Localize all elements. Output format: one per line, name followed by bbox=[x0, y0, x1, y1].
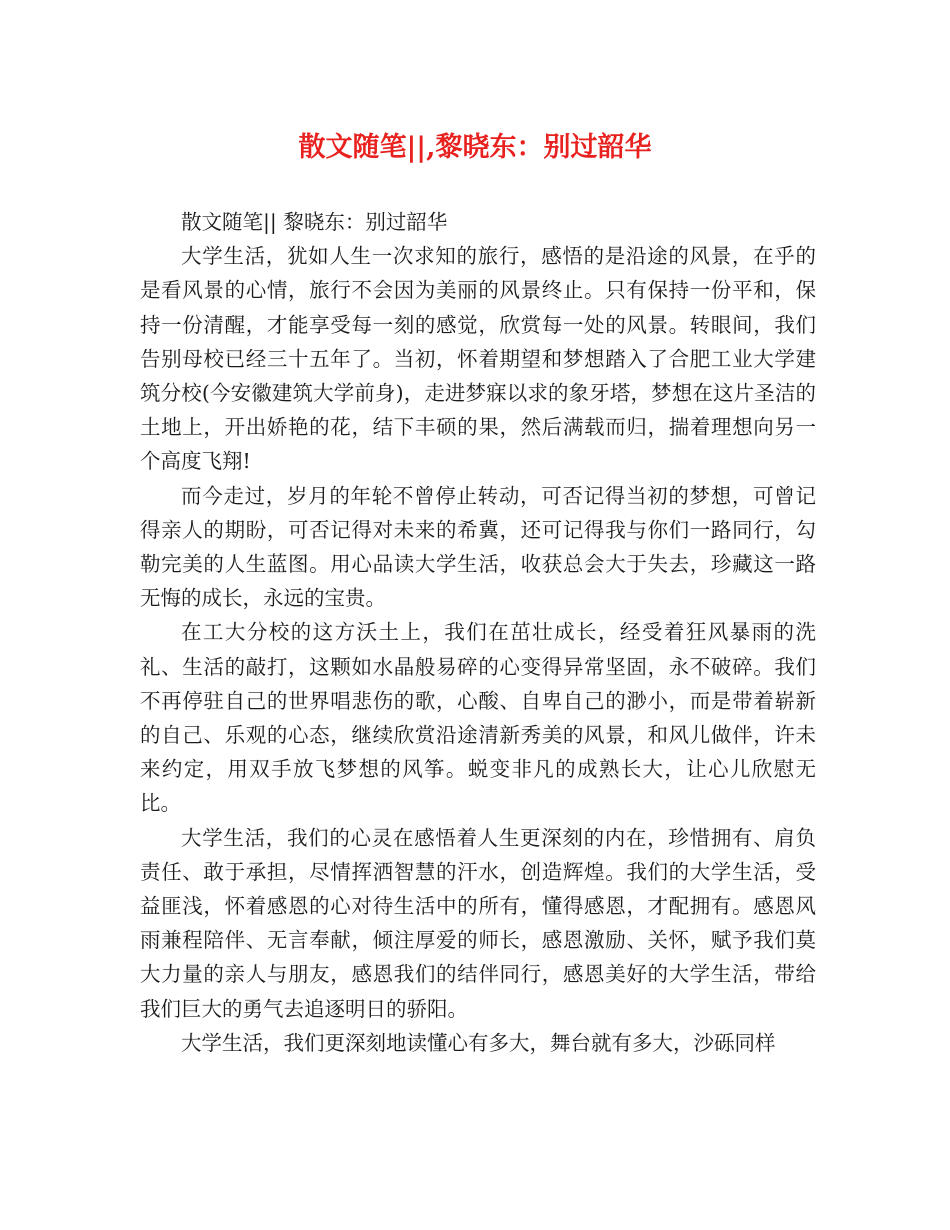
body-paragraph: 大学生活，我们更深刻地读懂心有多大，舞台就有多大，沙砾同样 bbox=[181, 1030, 776, 1055]
body-paragraph: 大学生活，我们的心灵在感悟着人生更深刻的内在，珍惜拥有、肩负责任、敢于承担，尽情挥洒智慧的汗水，创造辉煌。我们的大学生活，受益匪浅，怀着感恩的心对待生活中的所有，懂得感恩，才配拥有。感恩风雨兼程陪伴、无言奉献，倾注厚爱的师长，感恩激励、关怀，赋予我们莫大力量的亲人与朋友，感恩我们的结伴同行，感恩美好的大学生活，带给我们巨大的勇气去追逐明日的骄阳。 bbox=[140, 825, 816, 1021]
document-body bbox=[140, 205, 816, 1060]
body-paragraph: 而今走过，岁月的年轮不曾停止转动，可否记得当初的梦想，可曾记得亲人的期盼，可否记得对未来的希冀，还可记得我与你们一路同行，勾勒完美的人生蓝图。用心品读大学生活，收获总会大于失去，珍藏这一路无悔的成长，永远的宝贵。 bbox=[140, 483, 816, 611]
document-title: 散文随笔||,黎晓东：别过韶华 bbox=[298, 132, 652, 163]
body-paragraph: 在工大分校的这方沃土上，我们在茁壮成长，经受着狂风暴雨的洗礼、生活的敲打，这颗如水晶般易碎的心变得异常坚固，永不破碎。我们不再停驻自己的世界唱悲伤的歌，心酸、自卑自己的渺小，而是带着崭新的自己、乐观的心态，继续欣赏沿途清新秀美的风景，和风儿做伴，许未来约定，用双手放飞梦想的风筝。蜕变非凡的成熟长大，让心儿欣慰无比。 bbox=[140, 620, 816, 816]
subtitle-paragraph: 散文随笔|| 黎晓东：别过韶华 bbox=[181, 210, 448, 234]
body-paragraph: 大学生活，犹如人生一次求知的旅行，感悟的是沿途的风景，在乎的是看风景的心情，旅行不会因为美丽的风景终止。只有保持一份平和，保持一份清醒，才能享受每一刻的感觉，欣赏每一处的风景。转眼间，我们告别母校已经三十五年了。当初，怀着期望和梦想踏入了合肥工业大学建筑分校(今安徽建筑大学前身)，走进梦寐以求的象牙塔，梦想在这片圣洁的土地上，开出娇艳的花，结下丰硕的果，然后满载而归，揣着理想向另一个高度飞翔! bbox=[140, 244, 816, 474]
